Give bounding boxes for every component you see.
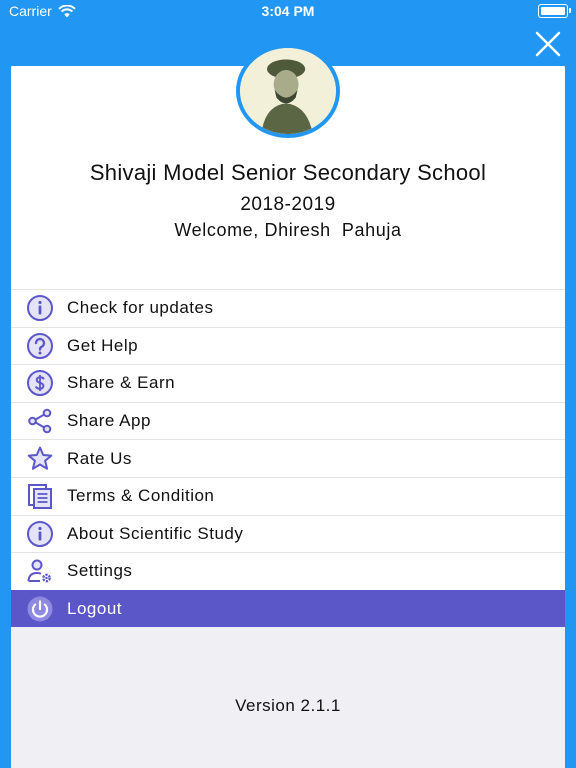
carrier-label: Carrier — [9, 3, 52, 19]
portrait-image — [240, 48, 336, 134]
menu-item-label: Share & Earn — [67, 373, 176, 393]
session-year: 2018-2019 — [240, 194, 336, 215]
user-settings-icon — [25, 556, 55, 586]
menu-item-terms[interactable] — [11, 477, 565, 515]
menu-item-label: Share App — [67, 411, 151, 431]
menu-item-label: Terms & Condition — [67, 486, 215, 506]
status-time: 3:04 PM — [261, 3, 315, 19]
close-button[interactable] — [534, 30, 562, 58]
menu-item-rate-us[interactable] — [11, 439, 565, 477]
help-icon — [25, 331, 55, 361]
battery-icon — [538, 4, 568, 18]
share-icon — [25, 406, 55, 436]
star-icon — [25, 444, 55, 474]
menu-item-label: Get Help — [67, 335, 139, 355]
menu-item-settings[interactable] — [11, 552, 565, 590]
menu-item-label: Settings — [67, 561, 133, 581]
power-icon — [25, 594, 55, 624]
welcome-message: Welcome, Dhiresh Pahuja — [174, 220, 402, 240]
menu-list — [11, 289, 565, 627]
close-icon — [534, 30, 562, 58]
info-icon — [25, 519, 55, 549]
menu-item-share-app[interactable] — [11, 402, 565, 440]
menu-item-logout[interactable] — [11, 590, 565, 628]
document-icon — [25, 481, 55, 511]
side-menu-panel — [11, 66, 565, 768]
school-logo — [236, 44, 340, 138]
menu-item-get-help[interactable] — [11, 327, 565, 365]
profile-header — [11, 66, 565, 289]
menu-item-label: Rate Us — [67, 448, 132, 468]
menu-item-about[interactable] — [11, 515, 565, 553]
info-icon — [25, 293, 55, 323]
school-name: Shivaji Model Senior Secondary School — [89, 160, 487, 185]
menu-item-label: About Scientific Study — [67, 523, 244, 543]
status-bar — [0, 0, 576, 22]
menu-item-share-earn[interactable] — [11, 364, 565, 402]
dollar-icon — [25, 368, 55, 398]
menu-item-check-updates[interactable] — [11, 289, 565, 327]
version-label: Version 2.1.1 — [235, 696, 341, 715]
menu-item-label: Logout — [67, 599, 122, 619]
menu-item-label: Check for updates — [67, 298, 214, 318]
